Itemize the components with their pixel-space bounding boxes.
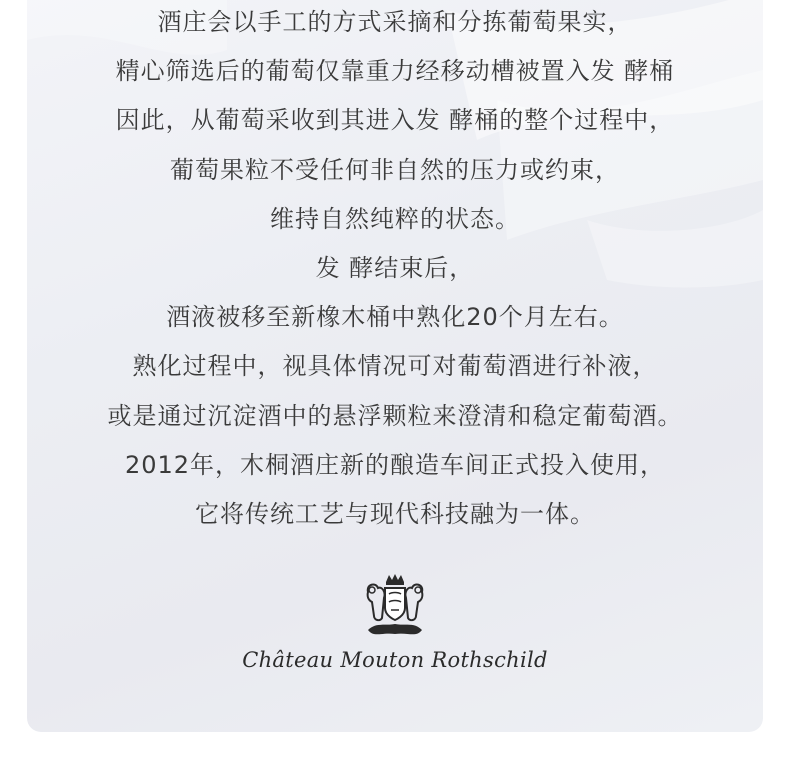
- text-line: 熟化过程中，视具体情况可对葡萄酒进行补液，: [132, 352, 658, 381]
- heraldic-crest-icon: [362, 572, 428, 642]
- article-text: [27, 0, 763, 541]
- text-line: 因此，从葡萄采收到其进入发 酵桶的整个过程中，: [115, 106, 675, 135]
- text-line: 它将传统工艺与现代科技融为一体。: [195, 499, 595, 528]
- text-line: 或是通过沉淀酒中的悬浮颗粒来澄清和稳定葡萄酒。: [107, 401, 683, 430]
- text-line: 维持自然纯粹的状态。: [270, 204, 520, 233]
- text-line: 酒庄会以手工的方式采摘和分拣葡萄果实，: [157, 8, 633, 36]
- text-line: 酒液被移至新橡木桶中熟化20个月左右。: [166, 303, 624, 332]
- brand-logo: [27, 570, 763, 690]
- text-line: 精心筛选后的葡萄仅靠重力经移动槽被置入发 酵桶: [115, 57, 675, 86]
- text-line: 发 酵结束后，: [315, 253, 475, 282]
- text-line: 2012年，木桐酒庄新的酿造车间正式投入使用，: [124, 450, 666, 479]
- brand-name: Château Mouton Rothschild: [242, 648, 548, 672]
- text-line: 葡萄果粒不受任何非自然的压力或约束，: [170, 155, 620, 184]
